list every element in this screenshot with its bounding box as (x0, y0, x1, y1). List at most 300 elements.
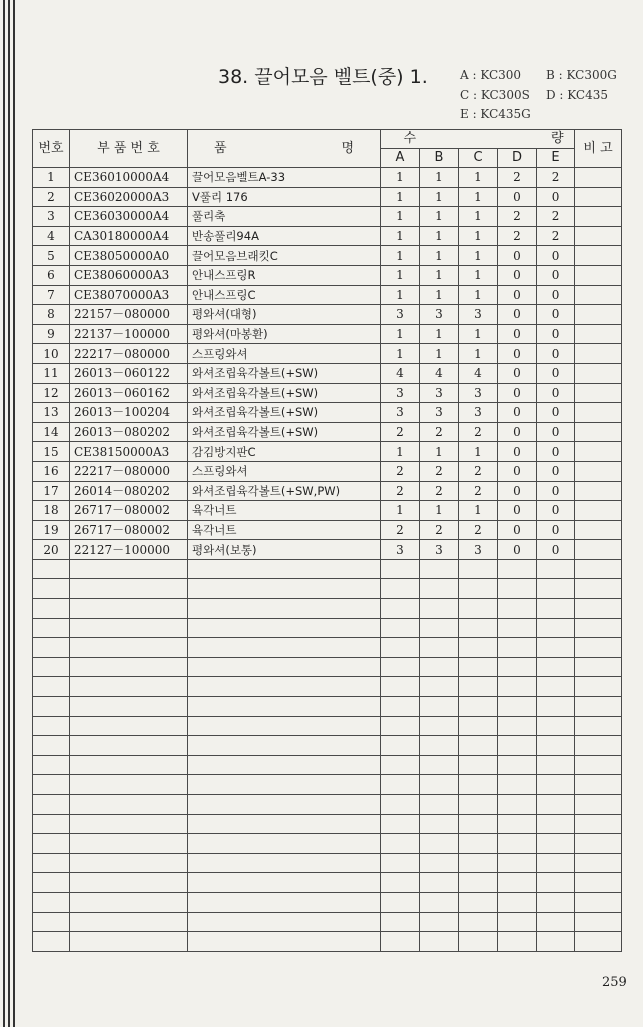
cell-part-number: CE38050000A0 (70, 246, 188, 266)
header-quantity-left: 수 (403, 131, 417, 146)
cell-qty-e: 0 (537, 383, 575, 403)
cell-qty-b: 1 (420, 442, 459, 462)
empty-cell (537, 892, 575, 912)
cell-remarks (575, 540, 622, 560)
cell-qty-c: 1 (459, 207, 498, 227)
empty-cell (33, 599, 70, 619)
cell-part-number: 22217－080000 (70, 461, 188, 481)
empty-cell (33, 853, 70, 873)
cell-qty-d: 0 (498, 383, 537, 403)
empty-cell (381, 932, 420, 952)
cell-qty-e: 0 (537, 344, 575, 364)
empty-cell (381, 697, 420, 717)
empty-cell (381, 677, 420, 697)
table-row (33, 285, 622, 305)
empty-cell (498, 755, 537, 775)
empty-cell (188, 755, 381, 775)
empty-cell (498, 716, 537, 736)
cell-part-name: 평와셔(보통) (188, 540, 381, 560)
empty-cell (575, 892, 622, 912)
table-row (33, 363, 622, 383)
empty-cell (33, 892, 70, 912)
empty-row (33, 873, 622, 893)
cell-qty-b: 1 (420, 207, 459, 227)
cell-part-number: CA30180000A4 (70, 226, 188, 246)
table-row (33, 207, 622, 227)
empty-row (33, 912, 622, 932)
cell-qty-c: 2 (459, 461, 498, 481)
cell-qty-b: 3 (420, 305, 459, 325)
empty-cell (33, 638, 70, 658)
cell-part-number: 22127－100000 (70, 540, 188, 560)
cell-part-number: 22157－080000 (70, 305, 188, 325)
empty-cell (188, 775, 381, 795)
cell-qty-a: 3 (381, 383, 420, 403)
empty-cell (381, 599, 420, 619)
empty-cell (188, 638, 381, 658)
model-label: A : KC300 (460, 68, 522, 82)
empty-cell (33, 697, 70, 717)
empty-cell (498, 657, 537, 677)
cell-qty-c: 1 (459, 324, 498, 344)
empty-cell (498, 559, 537, 579)
empty-cell (381, 814, 420, 834)
cell-qty-b: 1 (420, 324, 459, 344)
empty-cell (381, 834, 420, 854)
empty-cell (420, 853, 459, 873)
empty-cell (575, 775, 622, 795)
empty-cell (420, 814, 459, 834)
empty-cell (575, 755, 622, 775)
cell-qty-c: 3 (459, 305, 498, 325)
cell-qty-b: 1 (420, 168, 459, 188)
cell-qty-d: 0 (498, 363, 537, 383)
empty-cell (188, 657, 381, 677)
cell-remarks (575, 265, 622, 285)
cell-no: 16 (33, 461, 70, 481)
cell-qty-d: 2 (498, 226, 537, 246)
empty-cell (575, 559, 622, 579)
cell-qty-d: 0 (498, 540, 537, 560)
empty-cell (70, 618, 188, 638)
cell-qty-a: 2 (381, 422, 420, 442)
empty-cell (537, 657, 575, 677)
cell-qty-c: 4 (459, 363, 498, 383)
cell-qty-a: 1 (381, 246, 420, 266)
cell-qty-b: 1 (420, 265, 459, 285)
empty-row (33, 599, 622, 619)
empty-cell (70, 559, 188, 579)
binding-line (3, 0, 5, 1027)
cell-qty-c: 2 (459, 481, 498, 501)
empty-cell (70, 677, 188, 697)
empty-row (33, 618, 622, 638)
empty-cell (188, 814, 381, 834)
cell-part-name: 와셔조립육각볼트(+SW) (188, 383, 381, 403)
empty-cell (537, 755, 575, 775)
empty-cell (575, 579, 622, 599)
empty-cell (33, 873, 70, 893)
cell-part-number: CE38150000A3 (70, 442, 188, 462)
model-label: E : KC435G (460, 107, 531, 121)
empty-cell (420, 677, 459, 697)
empty-cell (420, 618, 459, 638)
empty-cell (381, 873, 420, 893)
empty-cell (459, 716, 498, 736)
empty-cell (420, 599, 459, 619)
empty-cell (498, 579, 537, 599)
empty-cell (498, 853, 537, 873)
cell-qty-a: 1 (381, 226, 420, 246)
empty-cell (498, 814, 537, 834)
empty-cell (188, 892, 381, 912)
cell-remarks (575, 285, 622, 305)
cell-no: 14 (33, 422, 70, 442)
table-row (33, 246, 622, 266)
cell-qty-a: 3 (381, 403, 420, 423)
empty-cell (420, 912, 459, 932)
cell-part-name: 끌어모음벨트A-33 (188, 168, 381, 188)
cell-qty-e: 0 (537, 442, 575, 462)
empty-cell (188, 736, 381, 756)
cell-qty-b: 3 (420, 383, 459, 403)
empty-cell (70, 775, 188, 795)
empty-cell (575, 873, 622, 893)
empty-cell (575, 853, 622, 873)
cell-qty-a: 2 (381, 520, 420, 540)
empty-cell (70, 892, 188, 912)
cell-qty-d: 0 (498, 501, 537, 521)
cell-part-number: 26717－080002 (70, 520, 188, 540)
empty-cell (575, 638, 622, 658)
empty-cell (381, 716, 420, 736)
cell-qty-c: 3 (459, 540, 498, 560)
empty-cell (420, 697, 459, 717)
empty-cell (420, 755, 459, 775)
cell-qty-c: 1 (459, 344, 498, 364)
cell-qty-a: 2 (381, 461, 420, 481)
cell-qty-a: 1 (381, 207, 420, 227)
cell-qty-b: 1 (420, 246, 459, 266)
empty-cell (498, 912, 537, 932)
cell-remarks (575, 246, 622, 266)
cell-part-name: 스프링와셔 (188, 461, 381, 481)
header-model-c: C (459, 149, 498, 168)
cell-qty-b: 2 (420, 481, 459, 501)
empty-cell (575, 795, 622, 815)
cell-remarks (575, 403, 622, 423)
empty-cell (33, 716, 70, 736)
cell-part-name: 감김방지판C (188, 442, 381, 462)
cell-part-name: 끌어모음브래킷C (188, 246, 381, 266)
empty-cell (537, 579, 575, 599)
empty-cell (70, 834, 188, 854)
cell-part-name: 안내스프링C (188, 285, 381, 305)
empty-cell (459, 775, 498, 795)
header-part-name-right: 명 (341, 140, 354, 156)
cell-part-number: CE38060000A3 (70, 265, 188, 285)
cell-no: 6 (33, 265, 70, 285)
cell-qty-e: 0 (537, 461, 575, 481)
cell-part-number: CE38070000A3 (70, 285, 188, 305)
empty-cell (33, 795, 70, 815)
cell-qty-a: 1 (381, 265, 420, 285)
empty-cell (420, 932, 459, 952)
table-row (33, 403, 622, 423)
table-row (33, 265, 622, 285)
empty-cell (381, 579, 420, 599)
empty-row (33, 736, 622, 756)
empty-cell (381, 853, 420, 873)
empty-cell (420, 834, 459, 854)
header-part-number: 부 품 번 호 (70, 130, 188, 168)
empty-cell (459, 932, 498, 952)
cell-part-name: 반송풀리94A (188, 226, 381, 246)
cell-qty-d: 0 (498, 246, 537, 266)
empty-cell (575, 834, 622, 854)
cell-qty-b: 2 (420, 520, 459, 540)
cell-remarks (575, 461, 622, 481)
empty-cell (537, 834, 575, 854)
cell-qty-c: 2 (459, 422, 498, 442)
cell-qty-b: 1 (420, 226, 459, 246)
empty-cell (420, 775, 459, 795)
header-no: 번호 (33, 130, 70, 168)
cell-qty-b: 1 (420, 344, 459, 364)
empty-cell (33, 834, 70, 854)
cell-part-number: 26013－060162 (70, 383, 188, 403)
empty-cell (575, 657, 622, 677)
empty-cell (459, 892, 498, 912)
cell-part-name: 평와셔(마봉환) (188, 324, 381, 344)
cell-no: 13 (33, 403, 70, 423)
model-label: B : KC300G (546, 68, 617, 82)
empty-cell (575, 912, 622, 932)
empty-cell (459, 736, 498, 756)
cell-no: 8 (33, 305, 70, 325)
empty-cell (575, 697, 622, 717)
empty-cell (70, 736, 188, 756)
empty-row (33, 677, 622, 697)
model-label: D : KC435 (546, 87, 609, 102)
empty-cell (381, 657, 420, 677)
cell-qty-e: 0 (537, 481, 575, 501)
cell-qty-b: 1 (420, 501, 459, 521)
empty-cell (381, 559, 420, 579)
table-row (33, 324, 622, 344)
empty-cell (70, 932, 188, 952)
model-label: C : KC300S (460, 87, 530, 102)
cell-qty-e: 2 (537, 168, 575, 188)
table-row (33, 520, 622, 540)
empty-cell (537, 795, 575, 815)
cell-qty-b: 4 (420, 363, 459, 383)
empty-cell (459, 599, 498, 619)
cell-remarks (575, 481, 622, 501)
cell-qty-d: 0 (498, 442, 537, 462)
empty-row (33, 795, 622, 815)
header-model-d: D (498, 149, 537, 168)
cell-part-name: 스프링와셔 (188, 344, 381, 364)
cell-no: 11 (33, 363, 70, 383)
empty-cell (537, 775, 575, 795)
empty-row (33, 775, 622, 795)
empty-cell (459, 559, 498, 579)
header-remarks: 비 고 (575, 130, 622, 168)
empty-cell (188, 795, 381, 815)
cell-part-name: 평와셔(대형) (188, 305, 381, 325)
empty-cell (537, 873, 575, 893)
empty-cell (381, 618, 420, 638)
table-row (33, 461, 622, 481)
empty-cell (537, 677, 575, 697)
table-row (33, 422, 622, 442)
cell-qty-a: 1 (381, 442, 420, 462)
empty-cell (33, 618, 70, 638)
empty-cell (575, 599, 622, 619)
cell-part-name: 안내스프링R (188, 265, 381, 285)
empty-cell (420, 638, 459, 658)
empty-cell (575, 814, 622, 834)
cell-remarks (575, 501, 622, 521)
cell-qty-d: 0 (498, 324, 537, 344)
cell-qty-d: 0 (498, 520, 537, 540)
empty-cell (70, 716, 188, 736)
empty-cell (70, 599, 188, 619)
cell-part-name: 와셔조립육각볼트(+SW) (188, 363, 381, 383)
cell-part-number: 26717－080002 (70, 501, 188, 521)
cell-qty-c: 3 (459, 403, 498, 423)
empty-cell (70, 853, 188, 873)
empty-cell (498, 932, 537, 952)
cell-part-name: 육각너트 (188, 501, 381, 521)
table-row (33, 383, 622, 403)
table-row (33, 187, 622, 207)
empty-cell (459, 814, 498, 834)
cell-no: 20 (33, 540, 70, 560)
binding-line (13, 0, 15, 1027)
empty-cell (537, 912, 575, 932)
empty-row (33, 814, 622, 834)
empty-cell (459, 677, 498, 697)
model-legend (460, 66, 632, 125)
cell-part-name: 와셔조립육각볼트(+SW,PW) (188, 481, 381, 501)
empty-cell (537, 618, 575, 638)
empty-cell (70, 755, 188, 775)
cell-qty-e: 0 (537, 540, 575, 560)
empty-cell (33, 755, 70, 775)
empty-cell (420, 873, 459, 893)
cell-no: 17 (33, 481, 70, 501)
empty-cell (537, 716, 575, 736)
empty-cell (70, 579, 188, 599)
cell-remarks (575, 442, 622, 462)
cell-qty-a: 2 (381, 481, 420, 501)
empty-row (33, 834, 622, 854)
empty-cell (70, 657, 188, 677)
cell-remarks (575, 187, 622, 207)
model-legend-row (460, 105, 632, 125)
header-part-name (188, 130, 381, 168)
empty-cell (575, 932, 622, 952)
model-legend-row (460, 66, 632, 86)
empty-cell (33, 677, 70, 697)
cell-qty-e: 0 (537, 265, 575, 285)
cell-qty-e: 0 (537, 363, 575, 383)
empty-cell (498, 618, 537, 638)
cell-remarks (575, 168, 622, 188)
empty-row (33, 755, 622, 775)
cell-part-name: V풀리 176 (188, 187, 381, 207)
table-row (33, 168, 622, 188)
empty-row (33, 579, 622, 599)
table-row (33, 540, 622, 560)
empty-cell (459, 755, 498, 775)
empty-cell (188, 579, 381, 599)
empty-cell (498, 834, 537, 854)
cell-remarks (575, 344, 622, 364)
empty-cell (70, 873, 188, 893)
cell-no: 1 (33, 168, 70, 188)
binding-line (8, 0, 10, 1027)
empty-cell (459, 853, 498, 873)
table-row (33, 481, 622, 501)
empty-cell (420, 559, 459, 579)
cell-qty-e: 0 (537, 520, 575, 540)
cell-qty-a: 1 (381, 285, 420, 305)
cell-part-number: 22137－100000 (70, 324, 188, 344)
empty-row (33, 697, 622, 717)
cell-qty-e: 0 (537, 187, 575, 207)
cell-qty-a: 1 (381, 324, 420, 344)
empty-cell (537, 559, 575, 579)
empty-cell (381, 892, 420, 912)
empty-row (33, 638, 622, 658)
cell-qty-b: 3 (420, 403, 459, 423)
cell-remarks (575, 305, 622, 325)
empty-cell (575, 618, 622, 638)
cell-qty-d: 0 (498, 305, 537, 325)
cell-remarks (575, 422, 622, 442)
empty-row (33, 932, 622, 952)
cell-qty-a: 1 (381, 187, 420, 207)
cell-no: 5 (33, 246, 70, 266)
cell-qty-e: 0 (537, 285, 575, 305)
empty-cell (498, 638, 537, 658)
table-row (33, 442, 622, 462)
cell-qty-c: 2 (459, 520, 498, 540)
header-quantity (381, 130, 575, 149)
cell-part-name: 와셔조립육각볼트(+SW) (188, 403, 381, 423)
empty-cell (188, 618, 381, 638)
parts-table (32, 129, 622, 952)
empty-cell (498, 599, 537, 619)
cell-part-number: 26013－100204 (70, 403, 188, 423)
cell-qty-d: 2 (498, 168, 537, 188)
cell-qty-d: 2 (498, 207, 537, 227)
header-model-a: A (381, 149, 420, 168)
empty-cell (459, 618, 498, 638)
cell-qty-c: 1 (459, 187, 498, 207)
empty-cell (498, 736, 537, 756)
table-row (33, 226, 622, 246)
cell-qty-d: 0 (498, 265, 537, 285)
cell-qty-e: 2 (537, 226, 575, 246)
empty-cell (33, 736, 70, 756)
cell-qty-d: 0 (498, 403, 537, 423)
empty-cell (498, 697, 537, 717)
empty-row (33, 853, 622, 873)
